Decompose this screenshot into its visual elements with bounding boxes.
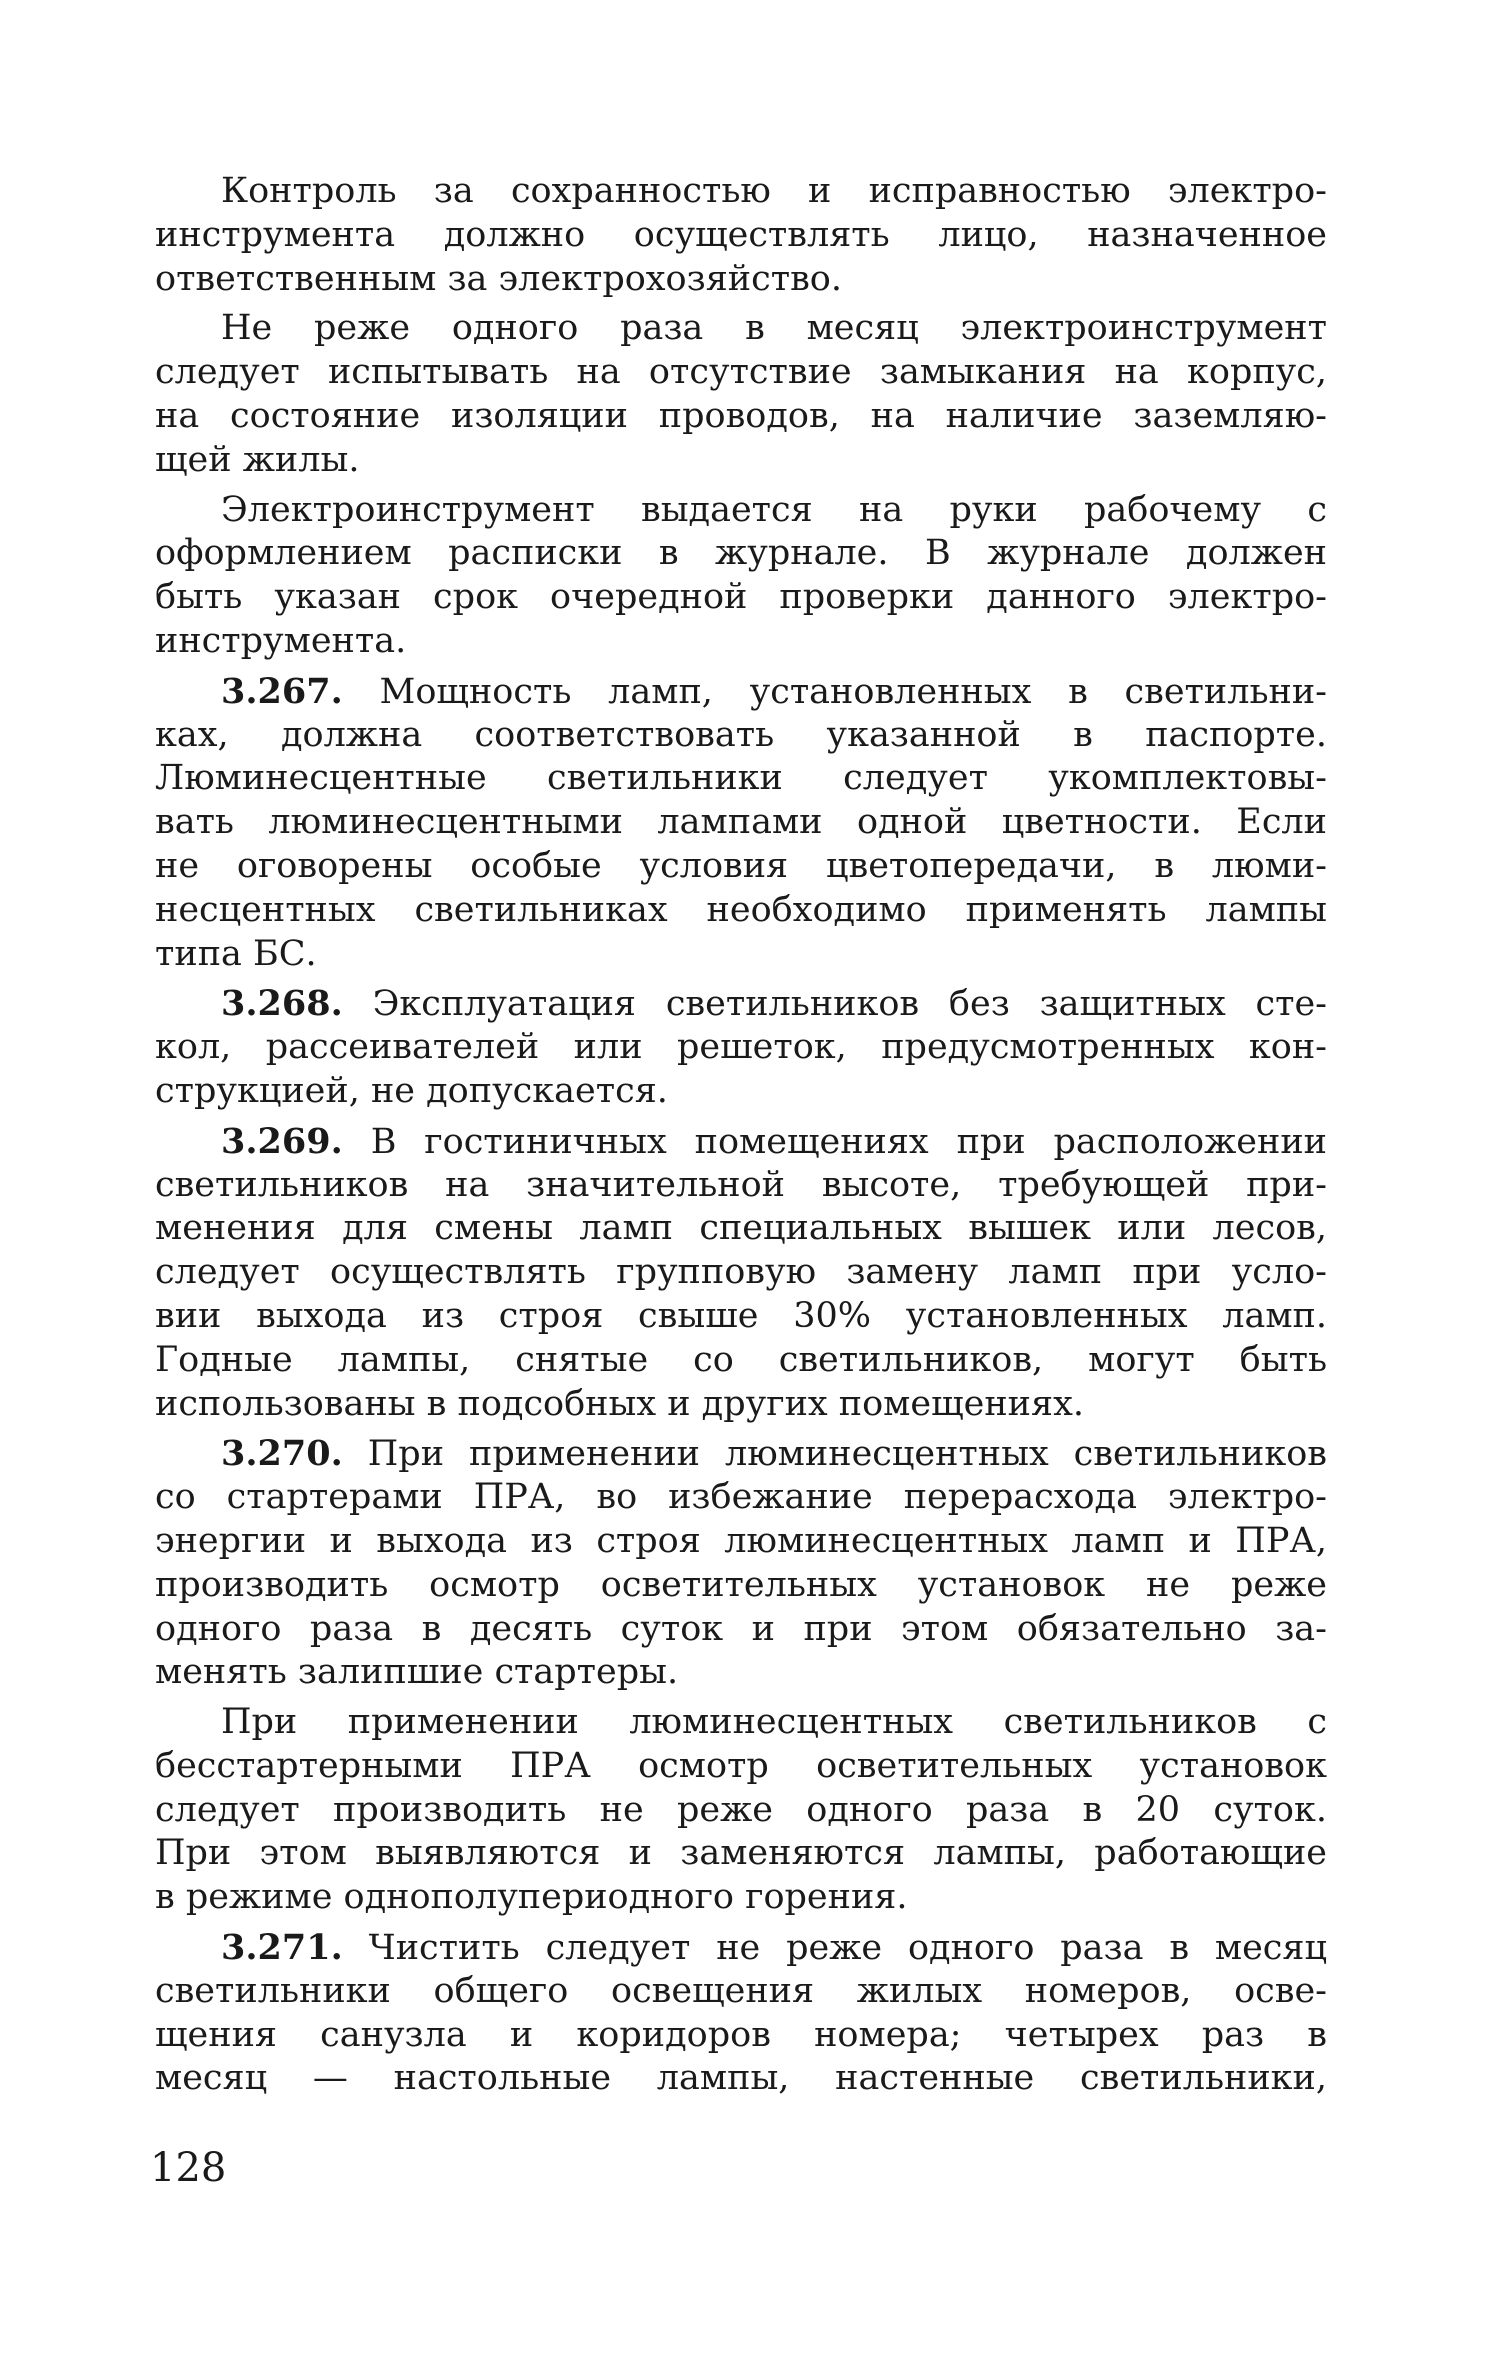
text-line: струкцией, не допускается. — [155, 1070, 668, 1111]
text-line: следует испытывать на отсутствие замыкания на корпус, — [155, 352, 1327, 393]
text-line: щения санузла и коридоров номера; четырех раз в — [155, 2014, 1327, 2055]
text-line: Не реже одного раза в месяц электроинструмент — [221, 308, 1327, 349]
text-line: на состояние изоляции проводов, на наличие заземляю- — [155, 395, 1327, 436]
clause-text: Мощность ламп, установленных в светильни- — [342, 671, 1327, 712]
text-line: вии выхода из строя свыше 30% установленных ламп. — [155, 1295, 1327, 1336]
text-line: кол, рассеивателей или решеток, предусмотренных кон- — [155, 1027, 1327, 1068]
text-line: При этом выявляются и заменяются лампы, работающие — [155, 1833, 1327, 1874]
text-line: ответственным за электрохозяйство. — [155, 258, 842, 299]
text-line — [155, 670, 1327, 714]
paragraph-monthly-testing — [155, 307, 1327, 482]
clause-text: При применении люминесцентных светильников — [342, 1434, 1327, 1475]
paragraph-3-270 — [155, 1432, 1327, 1695]
text-line: быть указан срок очередной проверки данного электро- — [155, 577, 1327, 618]
paragraph-3-269 — [155, 1120, 1327, 1427]
text-line: следует осуществлять групповую замену ламп при усло- — [155, 1252, 1327, 1293]
text-line: инструмента должно осуществлять лицо, назначенное — [155, 214, 1327, 255]
text-line: Контроль за сохранностью и исправностью электро- — [221, 171, 1327, 211]
clause-number: 3.271. — [221, 1927, 343, 1969]
clause-number: 3.269. — [221, 1120, 343, 1162]
text-line: типа БС. — [155, 933, 317, 974]
clause-number: 3.270. — [221, 1433, 343, 1475]
text-line: менять залипшие стартеры. — [155, 1652, 679, 1693]
text-line: светильников на значительной высоте, требующей при- — [155, 1164, 1327, 1205]
text-line — [155, 1120, 1327, 1164]
clause-number: 3.267. — [221, 670, 343, 712]
text-line: менения для смены ламп специальных вышек или лесов, — [155, 1208, 1327, 1249]
text-line: не оговорены особые условия цветопередачи, в люми- — [155, 845, 1327, 886]
clause-text: Чистить следует не реже одного раза в месяц — [342, 1928, 1327, 1969]
paragraph-inspection-control — [155, 170, 1327, 301]
text-line: следует производить не реже одного раза в 20 суток. — [155, 1789, 1327, 1830]
paragraph-3-267 — [155, 670, 1327, 977]
paragraph-tool-issue — [155, 489, 1327, 664]
text-line: Электроинструмент выдается на руки рабочему с — [221, 489, 1327, 530]
text-line — [155, 982, 1327, 1026]
text-line — [155, 1926, 1327, 1970]
text-line: месяц — настольные лампы, настенные светильники, — [155, 2058, 1327, 2099]
text-line: производить осмотр осветительных установок не реже — [155, 1564, 1327, 1605]
text-line: Годные лампы, снятые со светильников, могут быть — [155, 1339, 1327, 1380]
text-line: вать люминесцентными лампами одной цветности. Если — [155, 802, 1327, 843]
page-number: 128 — [150, 2145, 227, 2191]
clause-text: Эксплуатация светильников без защитных сте- — [342, 984, 1327, 1025]
paragraph-3-268 — [155, 982, 1327, 1113]
text-line: использованы в подсобных и других помещениях. — [155, 1383, 1084, 1424]
clause-text: В гостиничных помещениях при расположении — [342, 1121, 1327, 1162]
text-line: в режиме однополупериодного горения. — [155, 1877, 908, 1918]
text-line: светильники общего освещения жилых номеров, осве- — [155, 1970, 1327, 2011]
text-line: одного раза в десять суток и при этом обязательно за- — [155, 1608, 1327, 1649]
body-text — [155, 170, 1327, 2107]
text-line — [155, 1432, 1327, 1476]
text-line: энергии и выхода из строя люминесцентных ламп и ПРА, — [155, 1520, 1327, 1561]
text-line: со стартерами ПРА, во избежание перерасхода электро- — [155, 1477, 1327, 1518]
paragraph-3-271 — [155, 1926, 1327, 2101]
text-line: ках, должна соответствовать указанной в паспорте. — [155, 714, 1327, 755]
clause-number: 3.268. — [221, 983, 343, 1025]
text-line: При применении люминесцентных светильников с — [221, 1702, 1327, 1743]
text-line: оформлением расписки в журнале. В журнале должен — [155, 533, 1327, 574]
paragraph-starterless-ballast — [155, 1701, 1327, 1920]
text-line: инструмента. — [155, 620, 407, 661]
text-line: щей жилы. — [155, 439, 360, 480]
text-line: бесстартерными ПРА осмотр осветительных установок — [155, 1745, 1327, 1786]
text-line: Люминесцентные светильники следует укомплектовы- — [155, 758, 1327, 799]
text-line: несцентных светильниках необходимо применять лампы — [155, 889, 1327, 930]
